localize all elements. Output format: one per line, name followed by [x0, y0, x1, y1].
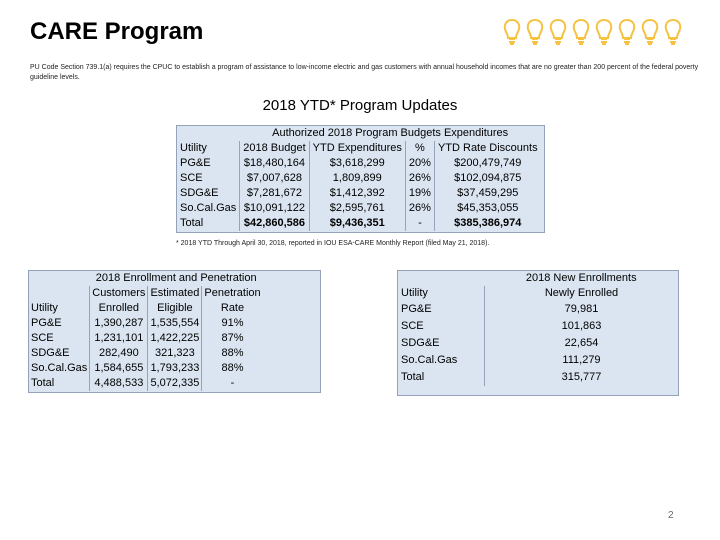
table-row — [29, 316, 263, 331]
lightbulb-icon — [594, 18, 614, 46]
column-header: Utility — [180, 142, 207, 154]
budget-table-header: Authorized 2018 Program Budgets Expenditures — [272, 127, 509, 139]
table-cell: $1,412,392 — [309, 186, 405, 201]
table-cell: 1,809,899 — [309, 171, 405, 186]
new-enrollment-table — [398, 271, 678, 386]
table-row — [398, 318, 678, 335]
table-cell: 321,323 — [148, 346, 202, 361]
table-row — [29, 346, 263, 361]
table-header-row — [177, 141, 541, 156]
table-cell: So.Cal.Gas — [180, 202, 237, 214]
table-cell: SDG&E — [401, 337, 440, 349]
enrollment-table-title: 2018 Enrollment and Penetration — [95, 272, 257, 284]
table-total-row — [398, 369, 678, 386]
table-cell: 20% — [405, 156, 434, 171]
column-header: YTD Rate Discounts — [434, 141, 540, 156]
table-cell: 91% — [202, 316, 263, 331]
column-header: Estimated — [148, 286, 202, 301]
table-row — [398, 352, 678, 369]
column-header: Utility — [31, 302, 58, 314]
column-header: Penetration — [202, 286, 263, 301]
table-cell: Total — [401, 371, 425, 383]
lightbulb-row — [502, 18, 683, 46]
budget-table — [177, 126, 541, 231]
table-row — [177, 201, 541, 216]
table-cell: 22,654 — [485, 335, 679, 352]
table-cell: $10,091,122 — [240, 201, 309, 216]
table-row — [177, 171, 541, 186]
column-header: YTD Expenditures — [309, 141, 405, 156]
table-cell: $9,436,351 — [309, 216, 405, 231]
table-cell: 26% — [405, 171, 434, 186]
section-subtitle: 2018 YTD* Program Updates — [262, 97, 458, 114]
lightbulb-icon — [571, 18, 591, 46]
column-header: Eligible — [148, 301, 202, 316]
table-cell: 5,072,335 — [148, 376, 202, 391]
table-cell: $37,459,295 — [434, 186, 540, 201]
table-cell: 1,390,287 — [90, 316, 148, 331]
table-row — [177, 186, 541, 201]
table-cell: Total — [180, 217, 204, 229]
enrollment-table — [29, 271, 263, 391]
lightbulb-icon — [617, 18, 637, 46]
table-cell: 1,231,101 — [90, 331, 148, 346]
table-cell: 111,279 — [485, 352, 679, 369]
column-header — [29, 286, 90, 301]
table-cell: SCE — [180, 172, 203, 184]
table-cell: 88% — [202, 361, 263, 376]
table-cell: 19% — [405, 186, 434, 201]
table-cell: - — [202, 376, 263, 391]
table-cell: $3,618,299 — [309, 156, 405, 171]
intro-text: PU Code Section 739.1(a) requires the CPUC to establish a program of assistance to low-income electric and gas customers with annual household incomes that are no greater than 200 percent of the federal poverty guideline levels. — [30, 64, 699, 81]
table-cell: $7,281,672 — [240, 186, 309, 201]
footnote: * 2018 YTD Through April 30, 2018, reported in IOU ESA-CARE Monthly Report (filed May 21, 2018). — [176, 240, 490, 247]
table-cell: So.Cal.Gas — [31, 362, 88, 374]
table-cell: PG&E — [401, 303, 432, 315]
table-cell: So.Cal.Gas — [401, 354, 458, 366]
table-cell: Total — [31, 377, 55, 389]
table-cell: PG&E — [31, 317, 62, 329]
column-header: Customers — [90, 286, 148, 301]
new-enrollment-table-panel — [397, 270, 679, 396]
lightbulb-icon — [663, 18, 683, 46]
table-cell: SDG&E — [31, 347, 70, 359]
table-cell: 1,535,554 — [148, 316, 202, 331]
table-header-row — [398, 286, 678, 301]
budget-table-panel — [176, 125, 545, 233]
table-header-row — [29, 301, 263, 316]
page-number: 2 — [668, 510, 674, 521]
column-header: Newly Enrolled — [485, 286, 679, 301]
table-cell: $2,595,761 — [309, 201, 405, 216]
column-header: Utility — [401, 287, 428, 299]
table-cell: 4,488,533 — [90, 376, 148, 391]
table-cell: 1,584,655 — [90, 361, 148, 376]
table-cell: $385,386,974 — [434, 216, 540, 231]
column-header: Rate — [202, 301, 263, 316]
table-cell: - — [405, 216, 434, 231]
table-cell: 79,981 — [485, 301, 679, 318]
new-enrollment-table-title: 2018 New Enrollments — [525, 272, 637, 284]
enrollment-table-panel — [28, 270, 321, 393]
lightbulb-icon — [548, 18, 568, 46]
table-cell: 87% — [202, 331, 263, 346]
table-cell: $7,007,628 — [240, 171, 309, 186]
table-cell: 101,863 — [485, 318, 679, 335]
table-cell: SCE — [31, 332, 54, 344]
page-title: CARE Program — [30, 18, 204, 45]
table-cell: SDG&E — [180, 187, 219, 199]
table-cell: $200,479,749 — [434, 156, 540, 171]
column-header: Enrolled — [90, 301, 148, 316]
table-cell: $18,480,164 — [240, 156, 309, 171]
table-row — [398, 335, 678, 352]
table-header-row — [29, 286, 263, 301]
table-cell: $45,353,055 — [434, 201, 540, 216]
table-cell: 1,422,225 — [148, 331, 202, 346]
table-total-row — [29, 376, 263, 391]
table-row — [29, 361, 263, 376]
column-header: % — [405, 141, 434, 156]
lightbulb-icon — [640, 18, 660, 46]
table-row — [177, 156, 541, 171]
table-row — [398, 301, 678, 318]
table-cell: 315,777 — [485, 369, 679, 386]
table-cell: PG&E — [180, 157, 211, 169]
table-cell: 282,490 — [90, 346, 148, 361]
table-cell: 26% — [405, 201, 434, 216]
table-cell: $42,860,586 — [240, 216, 309, 231]
table-total-row — [177, 216, 541, 231]
column-header: 2018 Budget — [240, 141, 309, 156]
table-cell: 1,793,233 — [148, 361, 202, 376]
lightbulb-icon — [502, 18, 522, 46]
table-cell: 88% — [202, 346, 263, 361]
lightbulb-icon — [525, 18, 545, 46]
table-row — [29, 331, 263, 346]
table-cell: SCE — [401, 320, 424, 332]
table-cell: $102,094,875 — [434, 171, 540, 186]
